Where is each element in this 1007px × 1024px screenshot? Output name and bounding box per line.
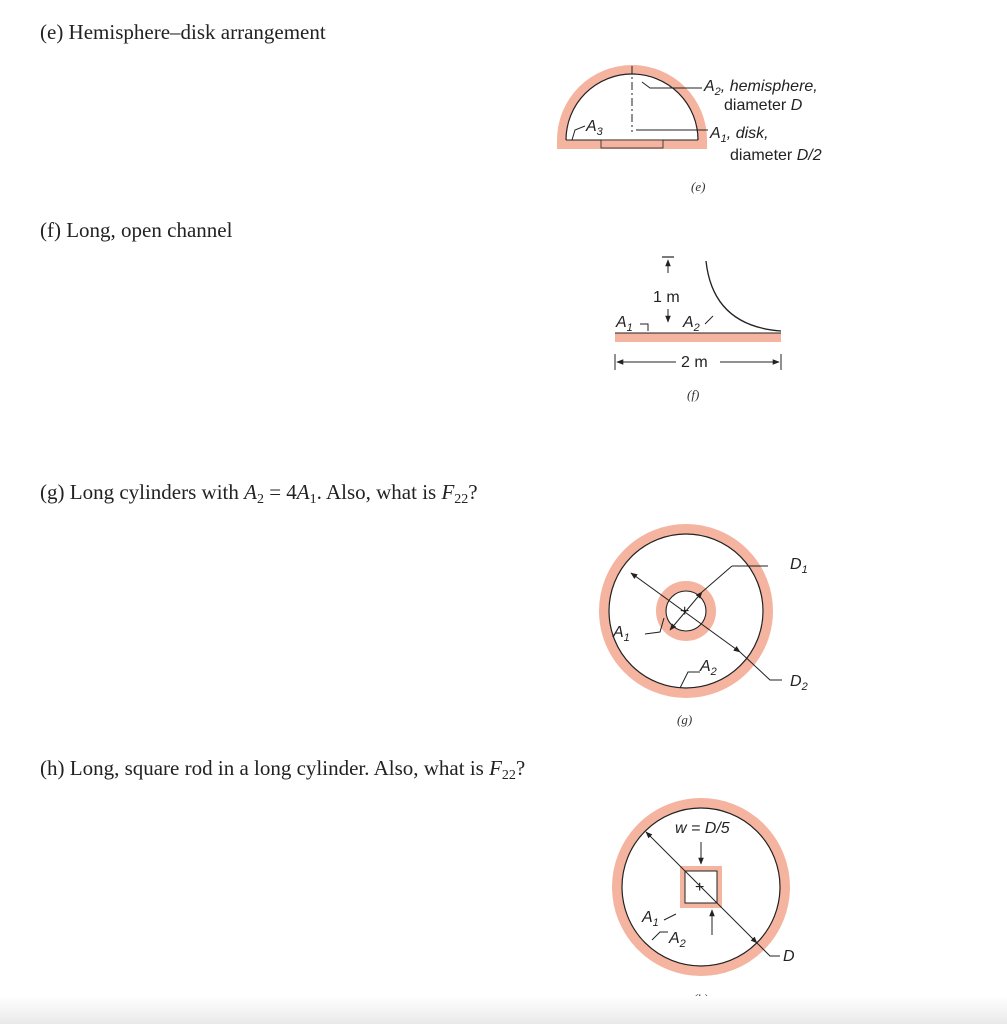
channel-floor-surface (615, 333, 781, 342)
e-a3-label: $A_3$ (586, 118, 603, 138)
h-a2-label: $A_2$ (669, 930, 686, 950)
heading-g-end: ? (468, 480, 478, 504)
heading-h-f-sub: 22 (501, 768, 516, 783)
heading-g-a1: A (296, 480, 310, 504)
h-a1-label: $A_1$ (642, 909, 659, 929)
heading-h-f: F (489, 756, 502, 780)
heading-g-mid: . Also, what is (316, 480, 442, 504)
e-a1-diameter: diameter D/2 (730, 147, 822, 164)
a2-leader (705, 316, 713, 324)
f-width-label: 2 m (681, 354, 708, 371)
heading-h-end: ? (515, 756, 526, 780)
channel-curved-wall (706, 261, 781, 331)
e-a2-label: $A_2$, hemisphere, (704, 78, 818, 98)
f-a2-label: $A_2$ (683, 314, 700, 334)
figure-f (615, 257, 781, 402)
e-a2-diameter: diameter D (724, 97, 803, 114)
heading-e: (e) Hemisphere–disk arrangement (40, 20, 326, 44)
f-a1-label: $A_1$ (616, 314, 633, 334)
heading-g-a1-sub: 1 (309, 492, 317, 507)
f-height-label: 1 m (653, 289, 680, 306)
figure-g (604, 529, 808, 727)
g-d2-label: $D_2$ (790, 673, 808, 693)
g-a2-label: $A_2$ (700, 658, 717, 678)
h-w-label: w = D/5 (675, 820, 730, 837)
g-center-mark: + (680, 603, 690, 620)
h-d-label: D (783, 948, 795, 965)
g-caption: (g) (677, 712, 693, 727)
heading-g-eq: = 4 (263, 480, 297, 504)
e-caption: (e) (691, 179, 706, 194)
bottom-fade (0, 996, 1007, 1024)
h-center-mark: + (695, 879, 705, 896)
g-d1-label: $D_1$ (790, 556, 808, 576)
heading-h-pre: (h) Long, square rod in a long cylinder. Also, what is (40, 756, 490, 780)
figure-h (617, 803, 795, 1006)
heading-g-f-sub: 22 (454, 492, 469, 507)
a1-leader (640, 324, 648, 331)
figure-e (557, 65, 822, 194)
heading-g-a2: A (244, 480, 257, 504)
heading-g-f: F (441, 480, 455, 504)
e-a1-label: $A_1$, disk, (710, 125, 769, 145)
heading-g-pre: (g) Long cylinders with (40, 480, 245, 504)
heading-g-a2-sub: 2 (256, 492, 264, 507)
f-caption: (f) (687, 387, 700, 402)
g-a1-label: $A_1$ (613, 624, 630, 644)
heading-f: (f) Long, open channel (40, 218, 233, 242)
disk-surface (601, 140, 663, 148)
